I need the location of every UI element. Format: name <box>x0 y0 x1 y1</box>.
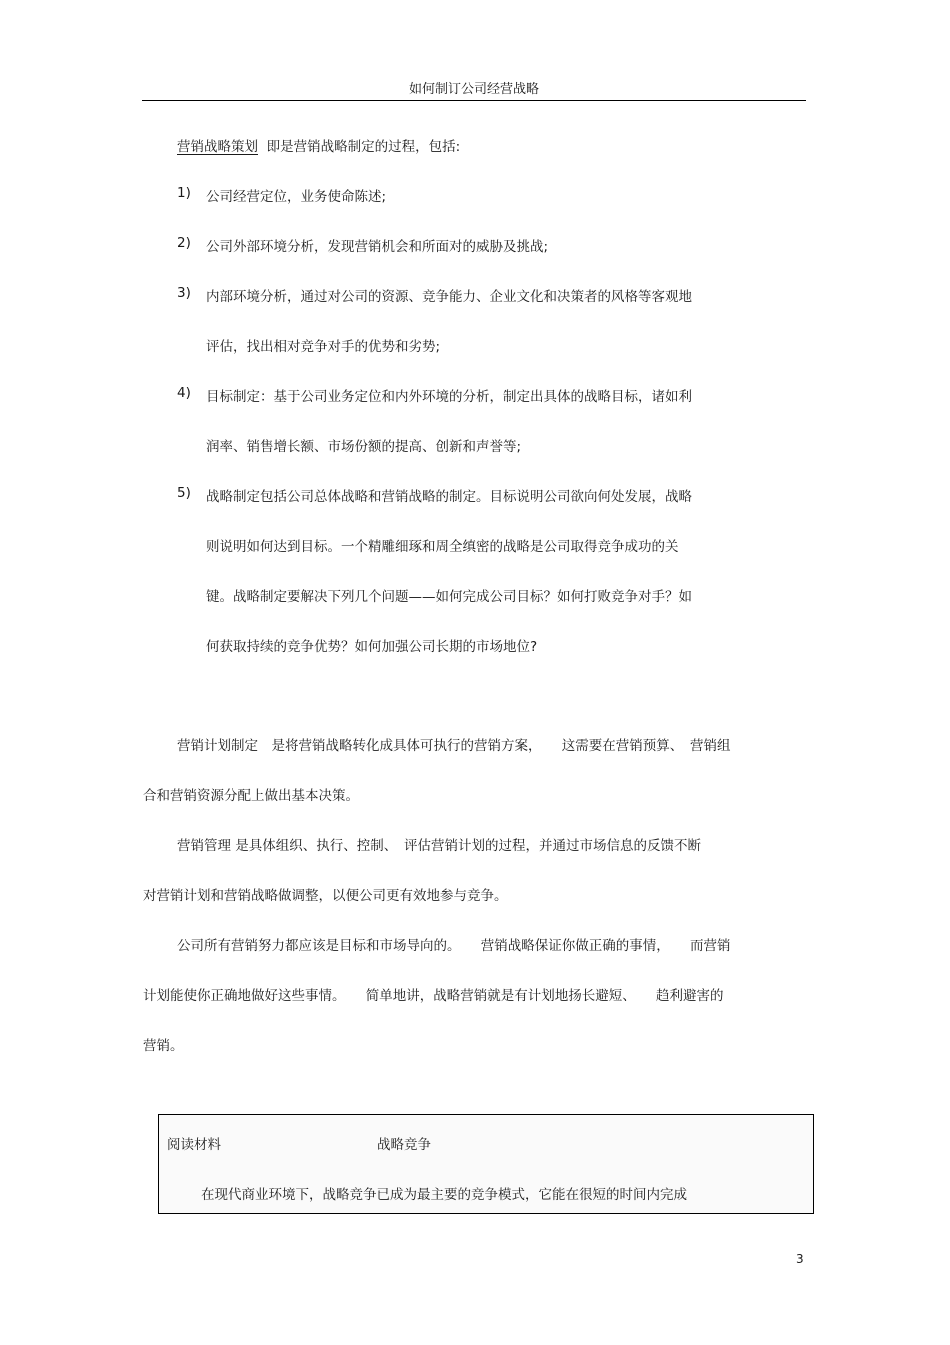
item-text: 润率、销售增长额、市场份额的提高、创新和声誉等; <box>206 439 522 455</box>
paragraph-line: 营销管理 是具体组织、执行、控制、 评估营销计划的过程，并通过市场信息的反馈不断 <box>177 838 702 854</box>
reading-material-box <box>158 1114 814 1214</box>
paragraph-line: 合和营销资源分配上做出基本决策。 <box>143 788 359 804</box>
item-text: 则说明如何达到目标。一个精雕细琢和周全缜密的战略是公司取得竞争成功的关 <box>206 539 679 555</box>
item-text: 公司外部环境分析，发现营销机会和所面对的威胁及挑战; <box>206 239 549 255</box>
page-number: 3 <box>796 1252 804 1266</box>
reading-material-label: 阅读材料 <box>167 1137 221 1153</box>
item-number: 5) <box>177 485 191 501</box>
item-text: 内部环境分析，通过对公司的资源、竞争能力、企业文化和决策者的风格等客观地 <box>206 289 692 305</box>
item-text: 键。战略制定要解决下列几个问题——如何完成公司目标？如何打败竞争对手？如 <box>206 589 692 605</box>
paragraph-line: 对营销计划和营销战略做调整，以便公司更有效地参与竞争。 <box>143 888 508 904</box>
item-text: 战略制定包括公司总体战略和营销战略的制定。目标说明公司欲向何处发展，战略 <box>206 489 692 505</box>
item-text: 评估，找出相对竞争对手的优势和劣势; <box>206 339 441 355</box>
reading-material-title: 战略竞争 <box>377 1137 431 1153</box>
item-text: 何获取持续的竞争优势？如何加强公司长期的市场地位? <box>206 639 538 655</box>
term-marketing-strategy: 营销战略策划 <box>177 139 258 155</box>
paragraph-line: 计划能使你正确地做好这些事情。 简单地讲，战略营销就是有计划地扬长避短、 趋利避害的 <box>143 988 724 1004</box>
intro-line <box>177 135 460 155</box>
paragraph-line: 营销计划制定 是将营销战略转化成具体可执行的营销方案， 这需要在营销预算、 营销组 <box>177 738 731 754</box>
item-number: 2) <box>177 235 191 251</box>
paragraph-line: 公司所有营销努力都应该是目标和市场导向的。 营销战略保证你做正确的事情， 而营销 <box>177 938 731 954</box>
item-number: 1) <box>177 185 191 201</box>
intro-text: 即是营销战略制定的过程，包括: <box>266 139 461 155</box>
item-number: 4) <box>177 385 191 401</box>
reading-material-text: 在现代商业环境下，战略竞争已成为最主要的竞争模式，它能在很短的时间内完成 <box>201 1187 687 1203</box>
item-number: 3) <box>177 285 191 301</box>
paragraph-line: 营销。 <box>143 1038 184 1054</box>
item-text: 目标制定：基于公司业务定位和内外环境的分析，制定出具体的战略目标，诸如利 <box>206 389 692 405</box>
header-divider <box>142 100 806 101</box>
item-text: 公司经营定位，业务使命陈述; <box>206 189 387 205</box>
header-title: 如何制订公司经营战略 <box>408 82 539 97</box>
